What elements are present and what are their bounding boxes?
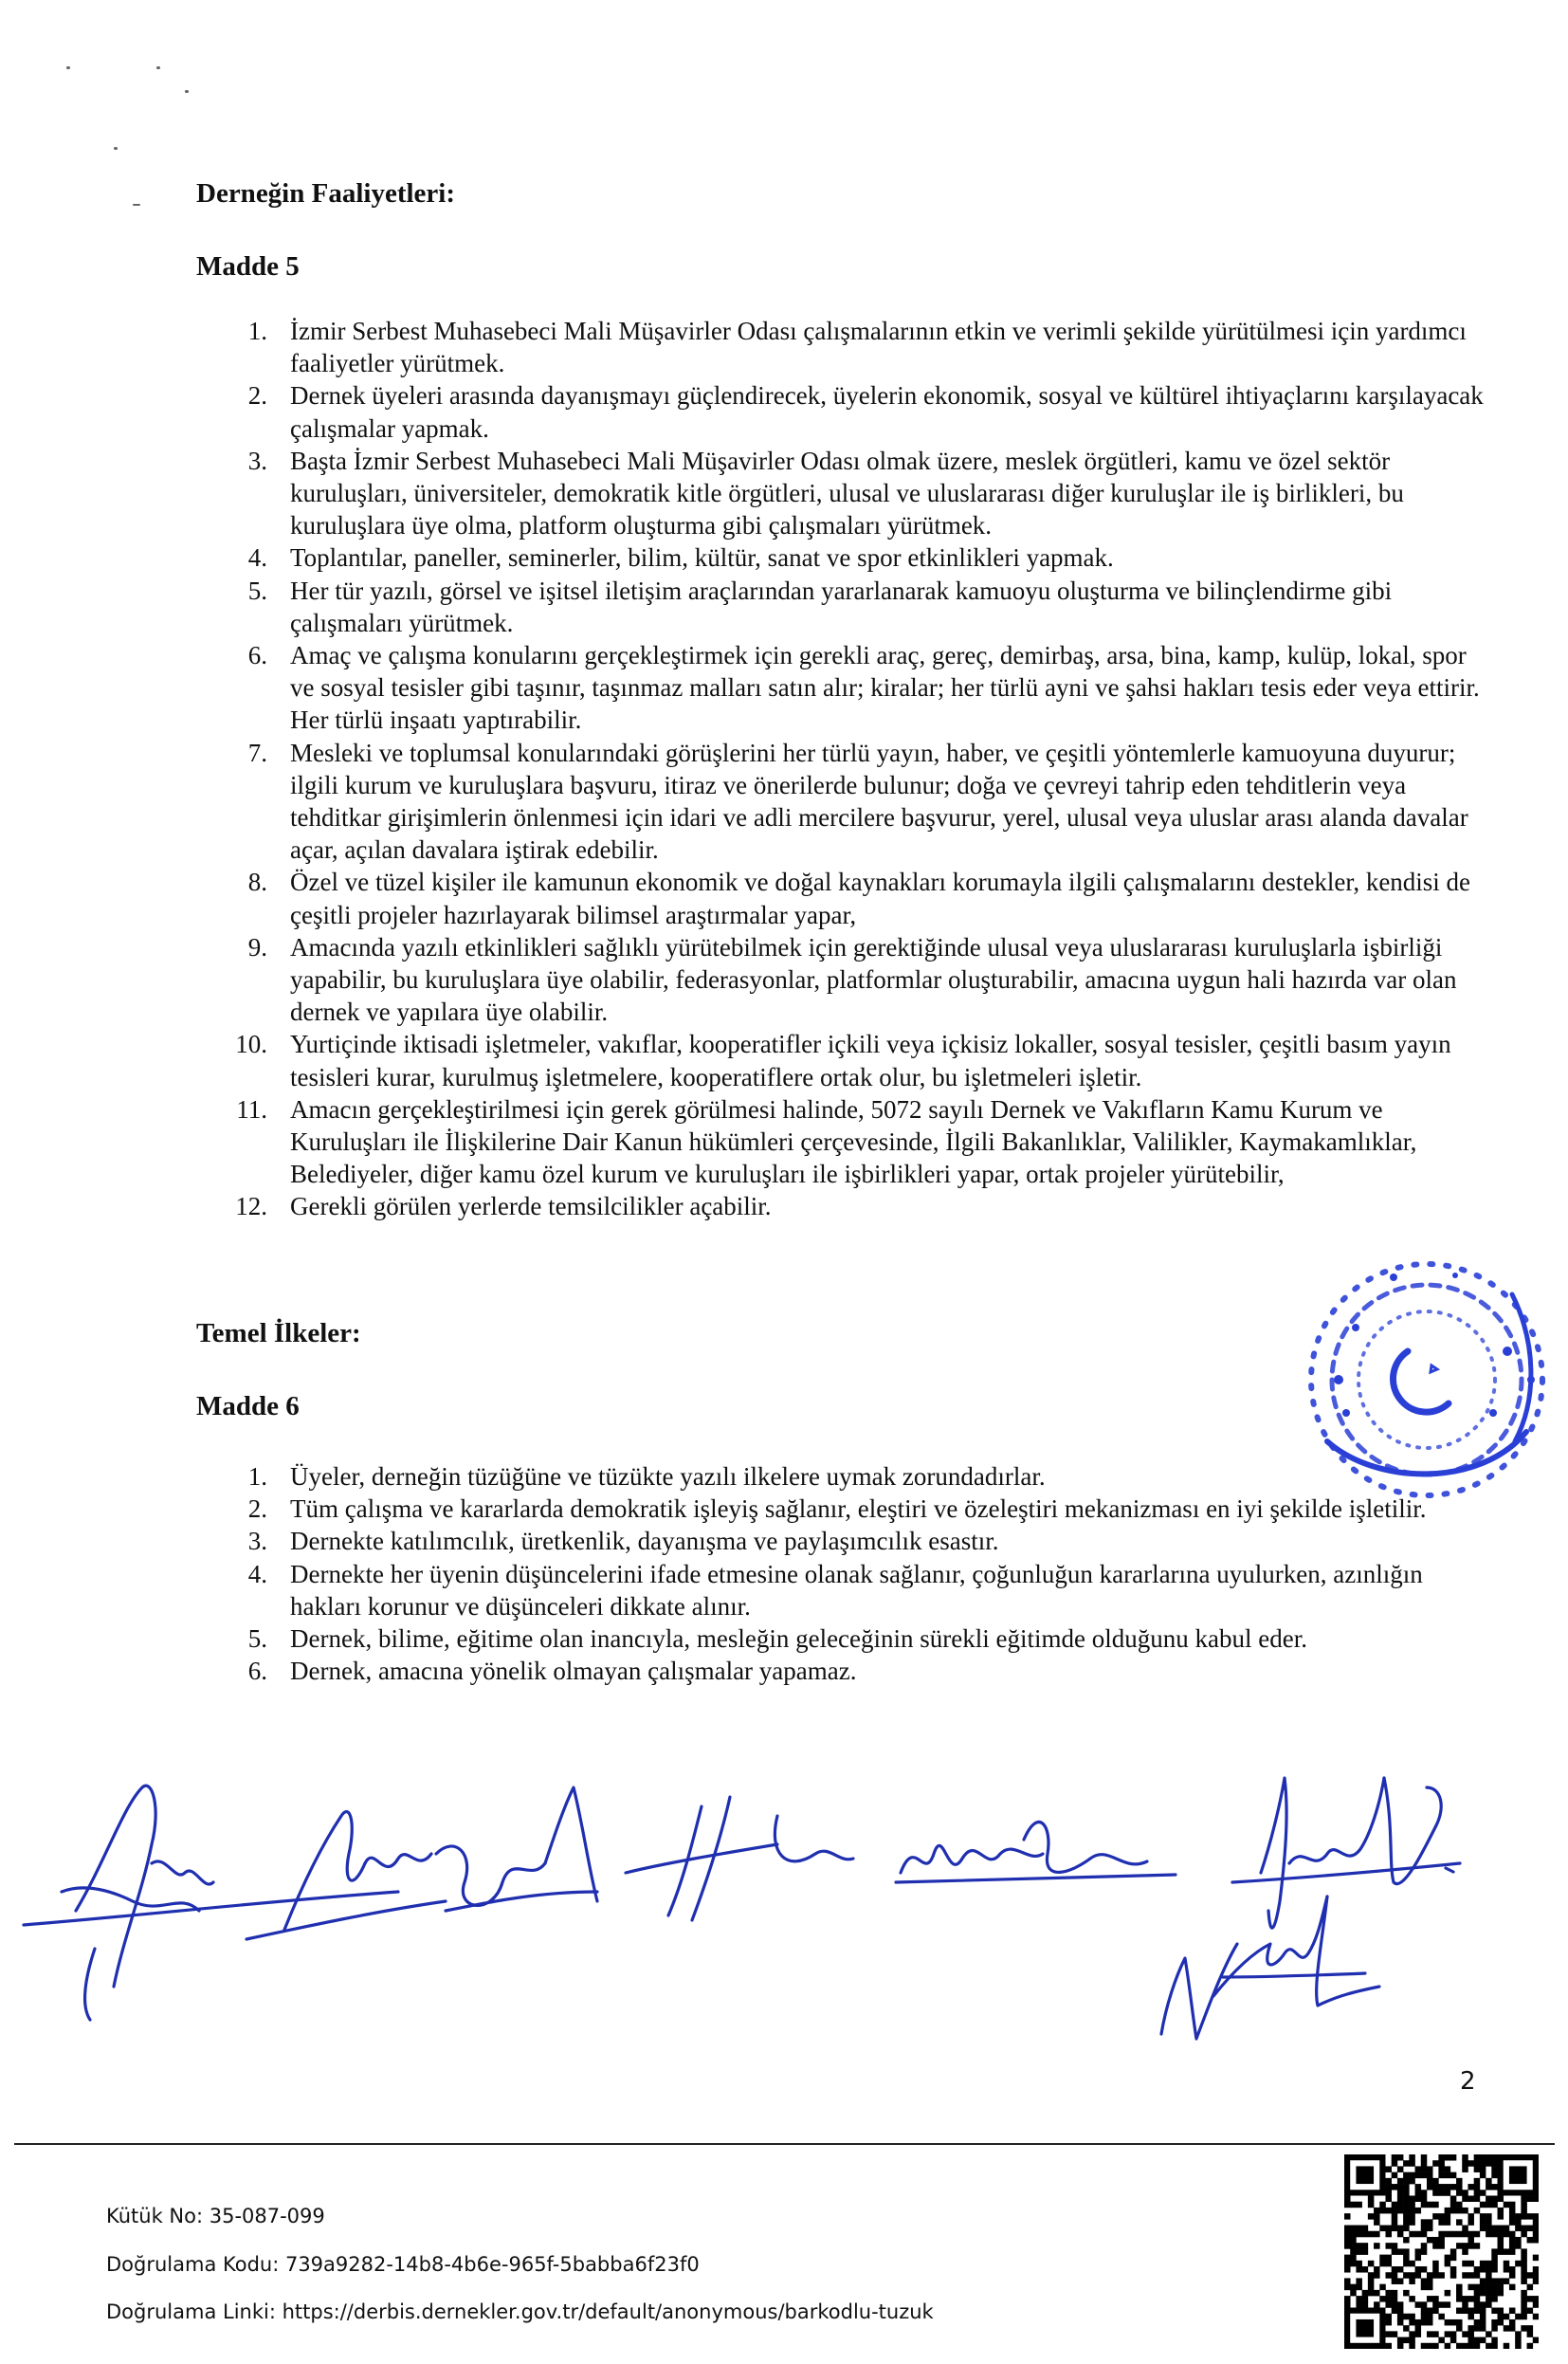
list-item-number: 6. <box>247 1657 267 1686</box>
verification-qr-code <box>1344 2154 1539 2349</box>
signature-2 <box>246 1812 446 1939</box>
list-item-number: 2. <box>247 1494 267 1524</box>
article-5-list <box>0 315 1568 1223</box>
list-item <box>0 1190 1568 1222</box>
association-seal-stamp <box>1289 1237 1564 1512</box>
list-item <box>0 541 1568 574</box>
page-number: 2 <box>1460 2067 1476 2096</box>
scan-speck <box>185 90 189 93</box>
article-title-madde-6: Madde 6 <box>196 1391 300 1421</box>
registry-number: Kütük No: 35-087-099 <box>106 2205 325 2227</box>
list-item <box>0 1093 1568 1191</box>
list-item-text: Dernekte katılımcılık, üretkenlik, dayanışma ve paylaşımcılık esastır. <box>290 1527 999 1556</box>
list-item-number: 2. <box>247 381 267 411</box>
list-item-text: İzmir Serbest Muhasebeci Mali Müşavirler Odası çalışmalarının etkin ve verimli şekilde yürütülmesi için yardımcı faaliyetler yürütmek. <box>290 317 1467 378</box>
list-item-number: 5. <box>247 576 267 605</box>
list-item <box>0 1558 1568 1622</box>
signature-3 <box>436 1787 597 1911</box>
list-item-number: 6. <box>247 641 267 670</box>
list-item <box>0 639 1568 737</box>
list-item <box>0 737 1568 867</box>
list-item <box>0 575 1568 639</box>
list-item-number: 12. <box>235 1192 267 1221</box>
list-item <box>0 379 1568 444</box>
list-item-number: 1. <box>247 317 267 345</box>
list-item-text: Toplantılar, paneller, seminerler, bilim, kültür, sanat ve spor etkinlikleri yapmak. <box>290 543 1114 573</box>
list-item-text: Her tür yazılı, görsel ve işitsel iletişim araçlarından yararlanarak kamuoyu oluşturma ve bilinçlendirme gibi çalışmaları yürütmek. <box>290 576 1393 637</box>
list-item-text: Gerekli görülen yerlerde temsilcilikler açabilir. <box>290 1192 772 1221</box>
signature-5 <box>896 1822 1176 1882</box>
list-item-number: 7. <box>247 738 267 767</box>
list-item <box>0 445 1568 542</box>
signature-1 <box>24 1786 398 2020</box>
list-item-number: 3. <box>247 446 267 475</box>
scan-speck <box>114 147 118 150</box>
list-item-text: Dernek, amacına yönelik olmayan çalışmalar yapamaz. <box>290 1657 857 1686</box>
list-item-text: Dernek üyeleri arasında dayanışmayı güçlendirecek, üyelerin ekonomik, sosyal ve kültürel ihtiyaçlarını karşılayacak çalışmalar yapmak. <box>290 381 1484 443</box>
scan-speck <box>156 66 160 69</box>
list-item-text: Tüm çalışma ve kararlarda demokratik işleyiş sağlanır, eleştiri ve özeleştiri mekanizması en iyi şekilde işletilir. <box>290 1494 1427 1524</box>
list-item-text: Mesleki ve toplumsal konularındaki görüşlerini her türlü yayın, haber, ve çeşitli yöntemlerle kamuoyuna duyurur; ilgili kurum ve kuruluşlara başvuru, itiraz ve önerilerde bulunur; doğa ve çevreyi tahrip eden tehditlerin veya tehditkar girişimlerin önlenmesi için idari ve adli mercilere başvurur, yerel, ulusal veya uluslar arası alanda davalar açar, açılan davalara iştirak edebilir. <box>290 738 1468 865</box>
list-item-text: Dernekte her üyenin düşüncelerini ifade etmesine olanak sağlanır, çoğunluğun kararlarına uyulurken, azınlığın hakları korunur ve düşünceleri dikkate alınır. <box>290 1559 1423 1621</box>
signatures <box>0 1750 1568 2081</box>
list-item <box>0 1525 1568 1557</box>
scan-speck <box>133 204 140 206</box>
list-item-text: Üyeler, derneğin tüzüğüne ve tüzükte yazılı ilkelere uymak zorundadırlar. <box>290 1462 1046 1491</box>
list-item-text: Dernek, bilime, eğitime olan inancıyla, mesleğin geleceğinin sürekli eğitimde olduğunu kabul eder. <box>290 1624 1307 1654</box>
list-item-number: 10. <box>235 1030 267 1059</box>
list-item-text: Amaç ve çalışma konularını gerçekleştirmek için gerekli araç, gereç, demirbaş, arsa, bina, kamp, kulüp, lokal, spor ve sosyal tesisler gibi taşınır, taşınmaz malları satın alır; kiralar; her türlü ayni ve şahsi hakları tesis eder veya ettirir. Her türlü inşaatı yaptırabilir. <box>290 641 1480 735</box>
list-item-number: 4. <box>247 543 267 573</box>
list-item-number: 5. <box>247 1624 267 1654</box>
section-heading-faaliyetler: Derneğin Faaliyetleri: <box>196 178 455 209</box>
list-item-text: Yurtiçinde iktisadi işletmeler, vakıflar, kooperatifler içkili veya içkisiz lokaller, sosyal tesisler, çeşitli basım yayın tesisleri kurar, kurulmuş işletmelere, kooperatiflere ortak olur, bu işletmeleri işletir. <box>290 1030 1451 1091</box>
list-item-text: Başta İzmir Serbest Muhasebeci Mali Müşavirler Odası olmak üzere, meslek örgütleri, kamu ve özel sektör kuruluşları, üniversiteler, demokratik kitle örgütleri, ulusal ve uluslararası diğer kuruluşlar ile iş birlikleri, bu kuruluşlara üye olma, platform oluşturma gibi çalışmaları yürütmek. <box>290 446 1404 541</box>
section-heading-temel-ilkeler: Temel İlkeler: <box>196 1318 361 1348</box>
footer-divider <box>14 2143 1555 2145</box>
list-item <box>0 1028 1568 1092</box>
list-item <box>0 1655 1568 1687</box>
list-item-text: Amacın gerçekleştirilmesi için gerek görülmesi halinde, 5072 sayılı Dernek ve Vakıfların Kamu Kurum ve Kuruluşları ile İlişkilerine Dair Kanun hükümleri çerçevesinde, İlgili Bakanlıklar, Valilikler, Kaymakamlıklar, Belediyeler, diğer kamu özel kurum ve kuruluşları ile işbirlikleri yapar, ortak projeler yürütebilir, <box>290 1094 1417 1189</box>
article-title-madde-5: Madde 5 <box>196 251 300 282</box>
list-item-text: Özel ve tüzel kişiler ile kamunun ekonomik ve doğal kaynakları korumayla ilgili çalışmalarını destekler, kendisi de çeşitli projeler hazırlayarak bilimsel araştırmalar yapar, <box>290 868 1471 929</box>
verification-link: Doğrulama Linki: https://derbis.dernekler.gov.tr/default/anonymous/barkodlu-tuzuk <box>106 2300 934 2323</box>
list-item <box>0 315 1568 379</box>
list-item-number: 8. <box>247 868 267 897</box>
list-item-number: 4. <box>247 1559 267 1588</box>
list-item <box>0 1622 1568 1655</box>
list-item-number: 3. <box>247 1527 267 1556</box>
list-item <box>0 866 1568 930</box>
list-item-text: Amacında yazılı etkinlikleri sağlıklı yürütebilmek için gerektiğinde ulusal veya uluslararası kuruluşlarla işbirliği yapabilir, bu kuruluşlara üye olabilir, federasyonlar, platformlar oluşturabilir, amacına uygun hali hazırda var olan dernek ve yapılara üye olabilir. <box>290 932 1457 1027</box>
list-item-number: 1. <box>247 1462 267 1491</box>
signature-4 <box>626 1797 853 1920</box>
signature-6 <box>1232 1778 1460 1928</box>
list-item <box>0 931 1568 1029</box>
list-item-number: 11. <box>236 1094 267 1124</box>
scan-speck <box>66 66 70 69</box>
verification-code: Doğrulama Kodu: 739a9282-14b8-4b6e-965f-5babba6f23f0 <box>106 2253 700 2276</box>
list-item-number: 9. <box>247 932 267 962</box>
